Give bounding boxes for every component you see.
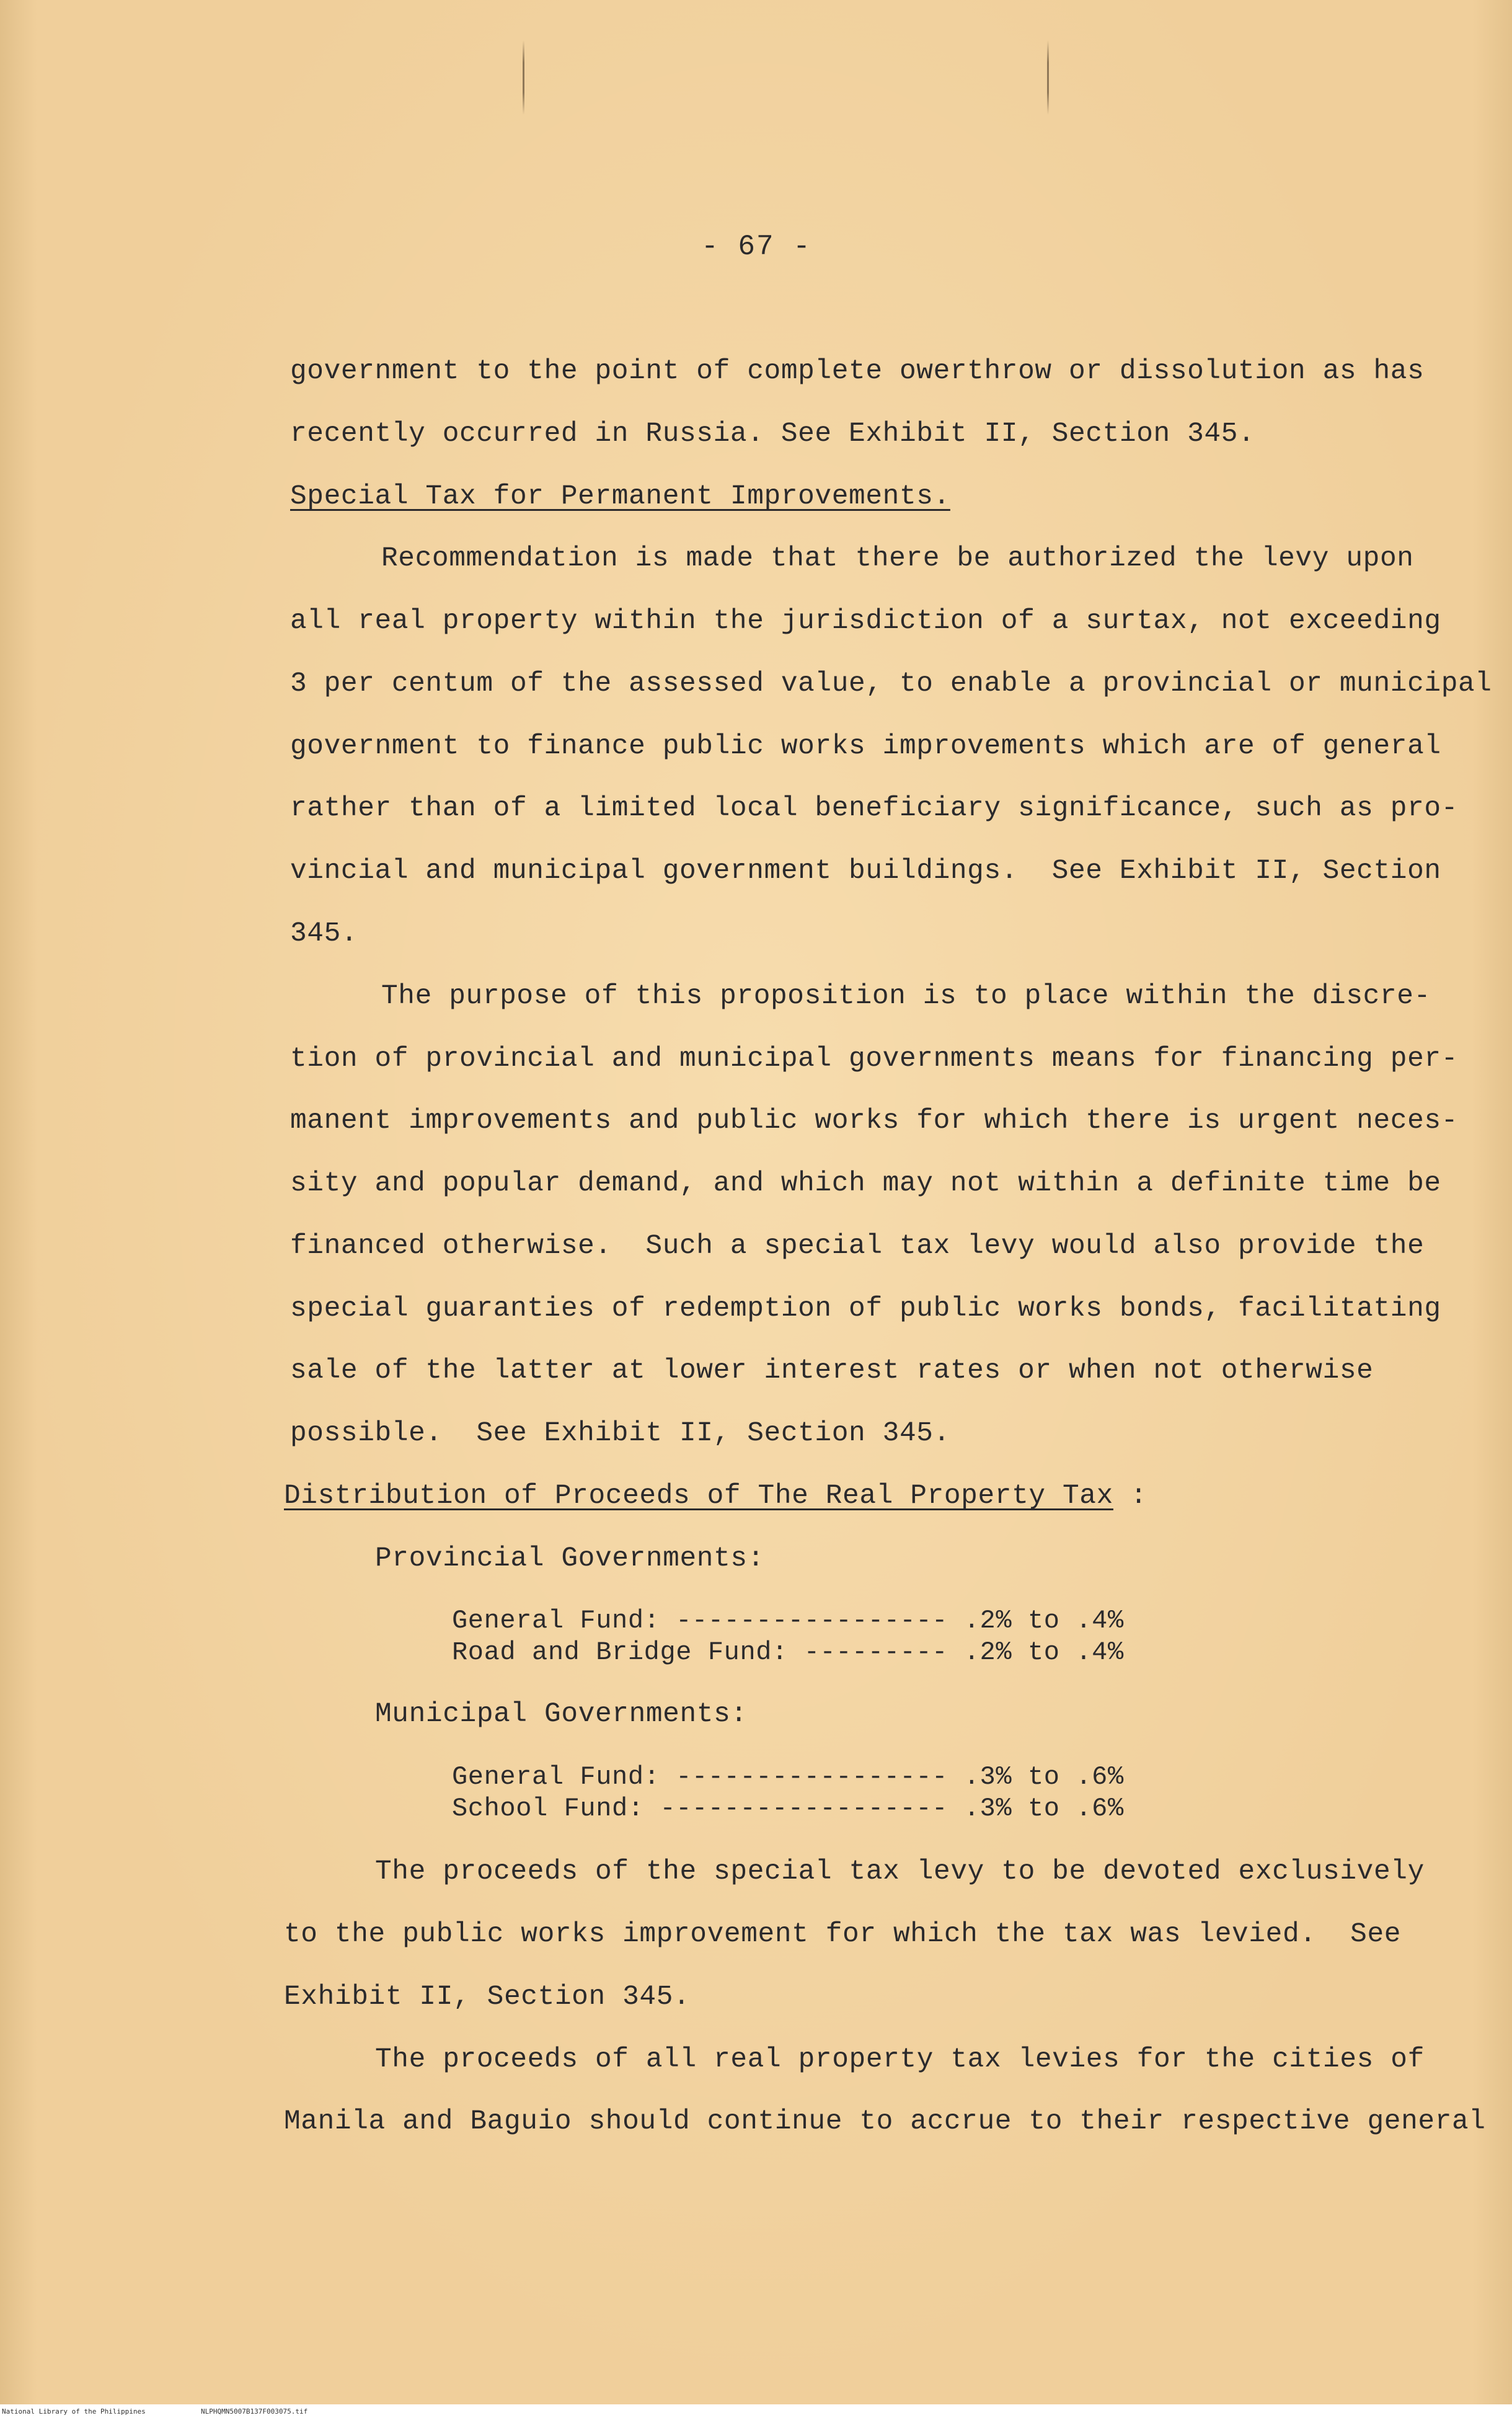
- text-line: rather than of a limited local beneficiary significance, such as pro-: [290, 793, 1458, 824]
- heading-colon: :: [1113, 1481, 1147, 1512]
- text-line: 3 per centum of the assessed value, to enable a provincial or municipal: [290, 668, 1492, 699]
- text-line: Manila and Baguio should continue to accrue to their respective general: [284, 2106, 1486, 2137]
- text-line: tion of provincial and municipal governments means for financing per-: [290, 1043, 1458, 1074]
- text-line: recently occurred in Russia. See Exhibit II, Section 345.: [290, 418, 1255, 450]
- text-line: government to the point of complete owerthrow or dissolution as has: [290, 356, 1425, 387]
- distribution-heading-row: [284, 1482, 1147, 1510]
- page-number: - 67 -: [701, 231, 811, 263]
- punch-hole-mark: [1044, 34, 1053, 127]
- text-line: all real property within the jurisdiction of a surtax, not exceeding: [290, 606, 1441, 637]
- section-heading-distribution: Distribution of Proceeds of The Real Property Tax: [284, 1481, 1113, 1512]
- text-line: The proceeds of the special tax levy to be devoted exclusively: [375, 1856, 1425, 1887]
- text-line: Recommendation is made that there be authorized the levy upon: [381, 543, 1414, 574]
- text-line: special guaranties of redemption of public works bonds, facilitating: [290, 1293, 1441, 1324]
- rate-row: Road and Bridge Fund: --------- .2% to .4%: [452, 1637, 1124, 1667]
- text-line: Exhibit II, Section 345.: [284, 1982, 691, 2013]
- text-line: The proceeds of all real property tax levies for the cities of: [375, 2044, 1425, 2075]
- text-line: sale of the latter at lower interest rates or when not otherwise: [290, 1355, 1374, 1386]
- punch-hole-mark: [519, 34, 528, 127]
- footer-file-name: NLPHQMN5007B137F003075.tif: [201, 2407, 308, 2416]
- text-line: financed otherwise. Such a special tax levy would also provide the: [290, 1231, 1425, 1262]
- rate-row: General Fund: ----------------- .2% to .4%: [452, 1606, 1124, 1636]
- text-line: possible. See Exhibit II, Section 345.: [290, 1418, 950, 1449]
- municipal-governments-label: Municipal Governments:: [375, 1699, 748, 1730]
- text-line: The purpose of this proposition is to place within the discre-: [381, 981, 1431, 1012]
- text-line: sity and popular demand, and which may not within a definite time be: [290, 1168, 1441, 1199]
- text-line: 345.: [290, 918, 358, 949]
- rate-row: School Fund: ------------------ .3% to .6%: [452, 1794, 1124, 1823]
- provincial-governments-label: Provincial Governments:: [375, 1543, 764, 1574]
- section-heading-special-tax: Special Tax for Permanent Improvements.: [290, 481, 950, 512]
- text-line: to the public works improvement for which the tax was levied. See: [284, 1919, 1402, 1950]
- text-line: manent improvements and public works for which there is urgent neces-: [290, 1105, 1458, 1136]
- footer-library-name: National Library of the Philippines: [2, 2407, 146, 2416]
- text-line: vincial and municipal government buildings. See Exhibit II, Section: [290, 856, 1441, 887]
- text-line: government to finance public works improvements which are of general: [290, 731, 1441, 762]
- rate-row: General Fund: ----------------- .3% to .6%: [452, 1762, 1124, 1792]
